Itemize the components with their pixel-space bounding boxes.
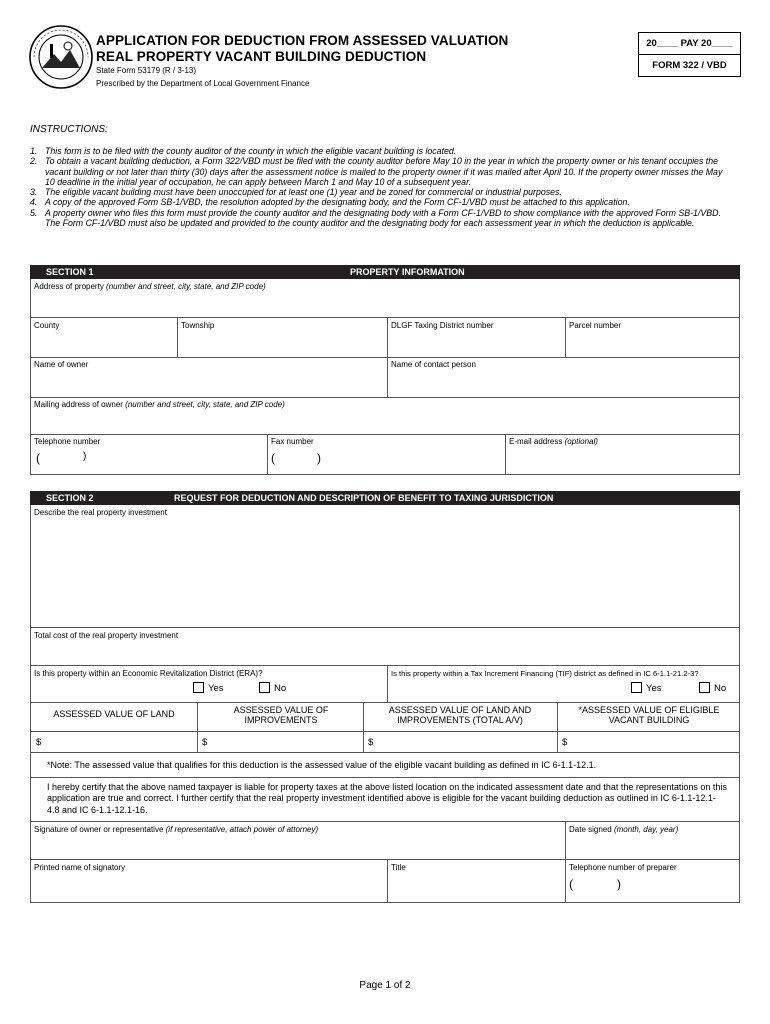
av-land-dollar: $	[36, 737, 42, 748]
instruction-item: 4. A copy of the approved Form SB-1/VBD, the resolution adopted by the designating body, and the Form CF-1/VBD must be attached to this application.	[30, 197, 630, 208]
instruction-item: 1. This form is to be filed with the county auditor of the county in which the eligible vacant building is located.	[30, 146, 457, 156]
describe-label: Describe the real property investment	[34, 508, 167, 517]
era-no-checkbox[interactable]	[259, 682, 270, 693]
instructions-list	[30, 146, 730, 228]
section2-title: REQUEST FOR DEDUCTION AND DESCRIPTION OF BENEFIT TO TAXING JURISDICTION	[174, 493, 554, 503]
owner-label: Name of owner	[34, 360, 89, 369]
tif-yes-checkbox[interactable]	[631, 682, 642, 693]
telephone-input[interactable]	[31, 448, 265, 474]
state-form-number: State Form 53179 (R / 3-13)	[96, 66, 197, 75]
title-label: Title	[391, 863, 406, 872]
parcel-label: Parcel number	[569, 321, 622, 330]
describe-input[interactable]	[31, 520, 739, 626]
fax-label: Fax number	[271, 437, 314, 446]
form-title	[96, 33, 508, 65]
tif-no-checkbox[interactable]	[699, 682, 710, 693]
av-improvements-input[interactable]	[208, 733, 360, 751]
instruction-item: 3. The eligible vacant building must have been unoccupied for at least one (1) year and be zoned for commercial or industrial purposes.	[30, 187, 562, 198]
signature-input[interactable]	[31, 836, 563, 858]
section1-header	[30, 265, 740, 279]
form-number-label: FORM 322 / VBD	[652, 60, 727, 71]
av-total-dollar: $	[368, 737, 374, 748]
av-eligible-header: *ASSESSED VALUE OF ELIGIBLE VACANT BUILDING	[578, 705, 720, 725]
preparer-paren-close: )	[617, 877, 621, 891]
instructions-heading: INSTRUCTIONS:	[30, 124, 108, 135]
av-land-input[interactable]	[42, 733, 194, 751]
tif-no-label: No	[714, 683, 727, 694]
date-signed-input[interactable]	[565, 836, 739, 858]
prescribed-by: Prescribed by the Department of Local Government Finance	[96, 79, 310, 88]
tif-yes-label: Yes	[646, 683, 662, 694]
total-cost-input[interactable]	[31, 642, 739, 664]
instruction-item: 2. To obtain a vacant building deduction, a Form 322/VBD must be filed with the county auditor before May 10 in the year in which the property owner or his tenant occupies the vacant building or not later than thirty (30) days after the assessment notice is mailed to the property owner if it was mailed after April 10. If the property owner misses the May 10 deadline in the initial year of occupation, he can apply between March 1 and May 10 of a subsequent year.	[30, 156, 723, 187]
av-improvements-header: ASSESSED VALUE OF IMPROVEMENTS	[233, 705, 329, 725]
form-title-line2: REAL PROPERTY VACANT BUILDING DEDUCTION	[96, 49, 427, 64]
section1-title: PROPERTY INFORMATION	[350, 267, 465, 277]
era-yes-label: Yes	[208, 683, 224, 694]
printed-name-label: Printed name of signatory	[34, 863, 126, 872]
owner-input[interactable]	[31, 371, 385, 396]
era-yes-checkbox[interactable]	[193, 682, 204, 693]
section1-label: SECTION 1	[46, 267, 94, 277]
address-label: Address of property (number and street, city, state, and ZIP code)	[34, 282, 266, 291]
contact-input[interactable]	[387, 371, 739, 396]
fax-input[interactable]	[267, 448, 503, 474]
preparer-paren-open: (	[569, 877, 573, 891]
date-signed-label: Date signed (month, day, year)	[569, 825, 679, 834]
preparer-phone-input[interactable]	[565, 874, 739, 902]
mailing-label: Mailing address of owner (number and street, city, state, and ZIP code)	[34, 400, 285, 409]
preparer-phone-label: Telephone number of preparer	[569, 863, 677, 872]
era-no-label: No	[274, 683, 287, 694]
certification-text: I hereby certify that the above named taxpayer is liable for property taxes at the above listed location on the indicated assessment date and that the representations on this application are true and correct. I further certify that the real property investment identified above is eligible for the vacant building deduction as outlined in IC 6-1.1-12.1-4.8 and IC 6-1.1-12.1-16.	[47, 782, 727, 815]
page-number: Page 1 of 2	[359, 980, 411, 991]
township-input[interactable]	[177, 331, 385, 356]
section2-header	[30, 491, 740, 505]
era-question: Is this property within an Economic Revitalization District (ERA)?	[34, 669, 263, 678]
telephone-label: Telephone number	[34, 437, 101, 446]
tif-question: Is this property within a Tax Increment Financing (TIF) district as defined in IC 6-1.1-21.2-3?	[391, 669, 699, 678]
fax-paren-open: (	[271, 451, 275, 465]
mailing-input[interactable]	[31, 411, 739, 433]
email-input[interactable]	[505, 448, 739, 474]
dlgf-input[interactable]	[387, 331, 563, 356]
phone-paren-close: )	[83, 451, 87, 462]
address-input[interactable]	[31, 292, 739, 316]
township-label: Township	[181, 321, 215, 330]
email-label: E-mail address (optional)	[509, 437, 598, 446]
fax-paren-close: )	[317, 451, 321, 465]
av-total-input[interactable]	[374, 733, 556, 751]
dlgf-label: DLGF Taxing District number	[391, 321, 494, 330]
county-label: County	[34, 321, 60, 330]
contact-label: Name of contact person	[391, 360, 476, 369]
form-title-line1: APPLICATION FOR DEDUCTION FROM ASSESSED VALUATION	[96, 33, 509, 48]
pay-year-field[interactable]: 20____ PAY 20____	[639, 33, 740, 55]
av-note: *Note: The assessed value that qualifies for this deduction is the assessed value of the eligible vacant building as defined in IC 6-1.1-12.1.	[47, 760, 597, 770]
county-input[interactable]	[31, 331, 175, 356]
phone-paren-open: (	[36, 451, 40, 465]
parcel-input[interactable]	[565, 331, 739, 356]
form-id-box	[638, 32, 741, 77]
av-land-header: ASSESSED VALUE OF LAND	[53, 709, 175, 719]
av-impr-dollar: $	[202, 737, 208, 748]
instruction-item: 5. A property owner who files this form must provide the county auditor and the designating body with a Form CF-1/VBD to show compliance with the approved Form SB-1/VBD. The Form CF-1/VBD must also be updated and provided to the county auditor and the designating body for each assessment year in which the deduction is applicable.	[30, 207, 721, 229]
printed-name-input[interactable]	[31, 874, 385, 902]
total-cost-label: Total cost of the real property investment	[34, 631, 179, 640]
av-total-header: ASSESSED VALUE OF LAND AND IMPROVEMENTS (TOTAL A/V)	[388, 705, 532, 725]
state-seal-logo	[28, 24, 94, 90]
av-eligible-input[interactable]	[568, 733, 738, 751]
av-eligible-dollar: $	[562, 737, 568, 748]
section2-label: SECTION 2	[46, 493, 94, 503]
title-input[interactable]	[387, 874, 563, 902]
signature-label: Signature of owner or representative (if representative, attach power of attorney)	[34, 825, 319, 834]
